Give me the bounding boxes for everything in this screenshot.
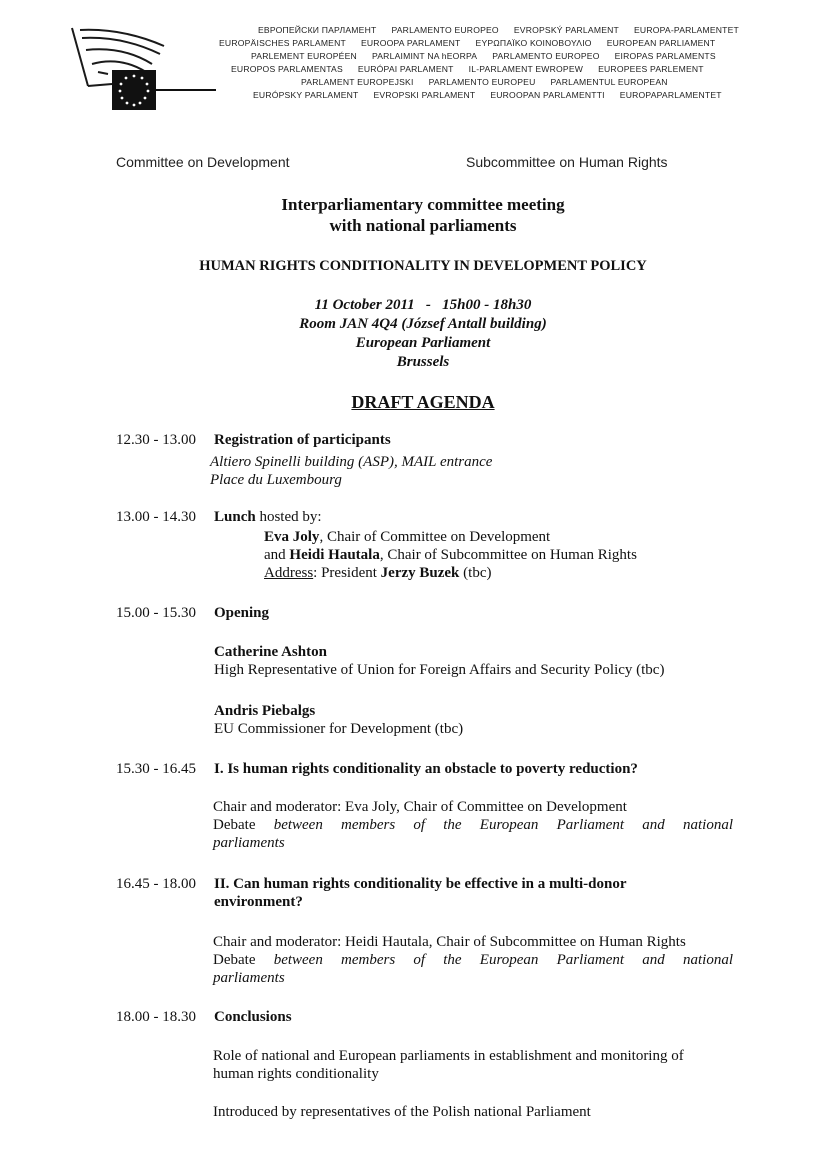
agenda-title-line: environment?: [214, 894, 303, 910]
parliament-name: ΕΥΡΩΠΑΪΚΟ ΚΟΙΝΟΒΟΥΛΙΟ: [475, 38, 592, 48]
names-row: [205, 89, 745, 102]
parliament-name: EUROOPAN PARLAMENTTI: [490, 90, 605, 100]
meeting-institution: European Parliament: [355, 335, 491, 351]
speaker-name: Catherine Ashton: [214, 644, 327, 660]
parliament-name: PARLAMENT EUROPEJSKI: [301, 77, 414, 87]
parliament-name: EURÓPAI PARLAMENT: [357, 64, 454, 74]
european-parliament-logo: [68, 16, 218, 116]
location-line: Place du Luxembourg: [210, 472, 342, 488]
debate-word: Debate: [213, 817, 256, 833]
session-1-details: [213, 798, 733, 852]
opening-speaker-2: [214, 702, 463, 738]
meeting-title-line: Interparliamentary committee meeting: [281, 195, 565, 214]
meeting-date-time: 11 October 2011 - 15h00 - 18h30: [314, 297, 532, 313]
address-name: Jerzy Buzek: [380, 565, 460, 581]
chair-line: Chair and moderator: Heidi Hautala, Chair of Subcommittee on Human Rights: [213, 934, 686, 950]
parliament-names-block: [205, 24, 745, 102]
names-row: [205, 37, 745, 50]
speaker-role: High Representative of Union for Foreign Affairs and Security Policy (tbc): [214, 662, 665, 678]
parliament-name: EUROPEAN PARLIAMENT: [606, 38, 716, 48]
hosted-by-text: hosted by:: [255, 509, 322, 525]
agenda-title-line: [214, 508, 734, 526]
meeting-details: [0, 296, 826, 372]
host-role: , Chair of Committee on Development: [319, 529, 551, 545]
parliament-name: PARLAIMINT NA hEORPA: [371, 51, 478, 61]
location-line: Altiero Spinelli building (ASP), MAIL entrance: [210, 454, 493, 470]
address-label: Address: [264, 565, 314, 581]
address-line: [264, 564, 637, 582]
host-role: , Chair of Subcommittee on Human Rights: [379, 547, 637, 563]
registration-location: [210, 453, 492, 489]
host-line: [264, 528, 637, 546]
agenda-title: Conclusions: [214, 1009, 292, 1025]
opening-speaker-1: [214, 643, 664, 679]
meeting-title-line: with national parliaments: [329, 216, 517, 235]
committee-name-right: Subcommittee on Human Rights: [466, 154, 668, 170]
debate-word: Debate: [213, 952, 256, 968]
parliament-name: EUROPÄISCHES PARLAMENT: [219, 38, 346, 48]
parliament-name: EUROPAPARLAMENTET: [619, 90, 722, 100]
agenda-title: Opening: [214, 605, 270, 621]
conclusions-line: Role of national and European parliaments in establishment and monitoring of: [213, 1048, 684, 1064]
parliament-name: EURÓPSKY PARLAMENT: [253, 90, 359, 100]
parliament-name: PARLAMENTO EUROPEO: [492, 51, 600, 61]
parliament-name: EUROPEES PARLEMENT: [598, 64, 704, 74]
meeting-city: Brussels: [396, 354, 450, 370]
agenda-title-line: II. Can human rights conditionality be effective in a multi-donor: [214, 876, 627, 892]
debate-line-2: parliaments: [213, 970, 285, 986]
agenda-title: I. Is human rights conditionality an obstacle to poverty reduction?: [214, 761, 638, 777]
parliament-name: EVROPSKÝ PARLAMENT: [513, 25, 619, 35]
agenda-time: 15.00 - 15.30: [116, 605, 196, 621]
meeting-room: Room JAN 4Q4 (József Antall building): [299, 316, 547, 332]
agenda-time: 16.45 - 18.00: [116, 876, 196, 892]
conclusions-introduced: Introduced by representatives of the Polish national Parliament: [213, 1104, 591, 1120]
parliament-name: PARLAMENTUL EUROPEAN: [550, 77, 668, 87]
meeting-title: [0, 194, 826, 236]
agenda-time: 13.00 - 14.30: [116, 509, 196, 525]
parliament-name: PARLEMENT EUROPÉEN: [251, 51, 357, 61]
parliament-name: EUROOPA PARLAMENT: [360, 38, 461, 48]
committee-name-left: Committee on Development: [116, 154, 290, 170]
address-suffix: (tbc): [459, 565, 492, 581]
parliament-name: EUROPOS PARLAMENTAS: [231, 64, 343, 74]
agenda-time: 18.00 - 18.30: [116, 1009, 196, 1025]
host-name: Eva Joly: [264, 529, 320, 545]
meeting-subtitle: HUMAN RIGHTS CONDITIONALITY IN DEVELOPMENT POLICY: [199, 258, 647, 274]
debate-line: [213, 816, 733, 834]
address-prefix: : President: [313, 565, 381, 581]
speaker-name: Andris Piebalgs: [214, 703, 316, 719]
debate-text: between members of the European Parliament and national: [273, 817, 733, 833]
parliament-name: PARLAMENTO EUROPEU: [428, 77, 536, 87]
host-line: [264, 546, 637, 564]
and-text: and: [264, 547, 290, 563]
host-name: Heidi Hautala: [289, 547, 380, 563]
agenda-title: Lunch: [214, 509, 256, 525]
agenda-title: Registration of participants: [214, 432, 391, 448]
chair-line: Chair and moderator: Eva Joly, Chair of Committee on Development: [213, 799, 627, 815]
parliament-name: EUROPA-PARLAMENTET: [634, 25, 739, 35]
parliament-name: PARLAMENTO EUROPEO: [391, 25, 499, 35]
names-row: [205, 63, 745, 76]
debate-text: between members of the European Parliament and national: [273, 952, 733, 968]
session-2-details: [213, 933, 733, 987]
debate-line: [213, 951, 733, 969]
names-row: [205, 24, 745, 37]
agenda-time: 15.30 - 16.45: [116, 761, 196, 777]
parliament-name: ЕВРОПЕЙСКИ ПАРЛАМЕНТ: [258, 25, 377, 35]
conclusions-line: human rights conditionality: [213, 1066, 379, 1082]
debate-line-2: parliaments: [213, 835, 285, 851]
agenda-title: [214, 875, 734, 911]
parliament-name: EIROPAS PARLAMENTS: [614, 51, 716, 61]
speaker-role: EU Commissioner for Development (tbc): [214, 721, 464, 737]
names-row: [205, 50, 745, 63]
conclusions-text: [213, 1047, 743, 1083]
parliament-name: EVROPSKI PARLAMENT: [373, 90, 476, 100]
lunch-hosts: [264, 528, 637, 582]
agenda-heading: DRAFT AGENDA: [351, 392, 495, 412]
names-row: [205, 76, 745, 89]
agenda-time: 12.30 - 13.00: [116, 432, 196, 448]
parliament-name: IL-PARLAMENT EWROPEW: [468, 64, 584, 74]
